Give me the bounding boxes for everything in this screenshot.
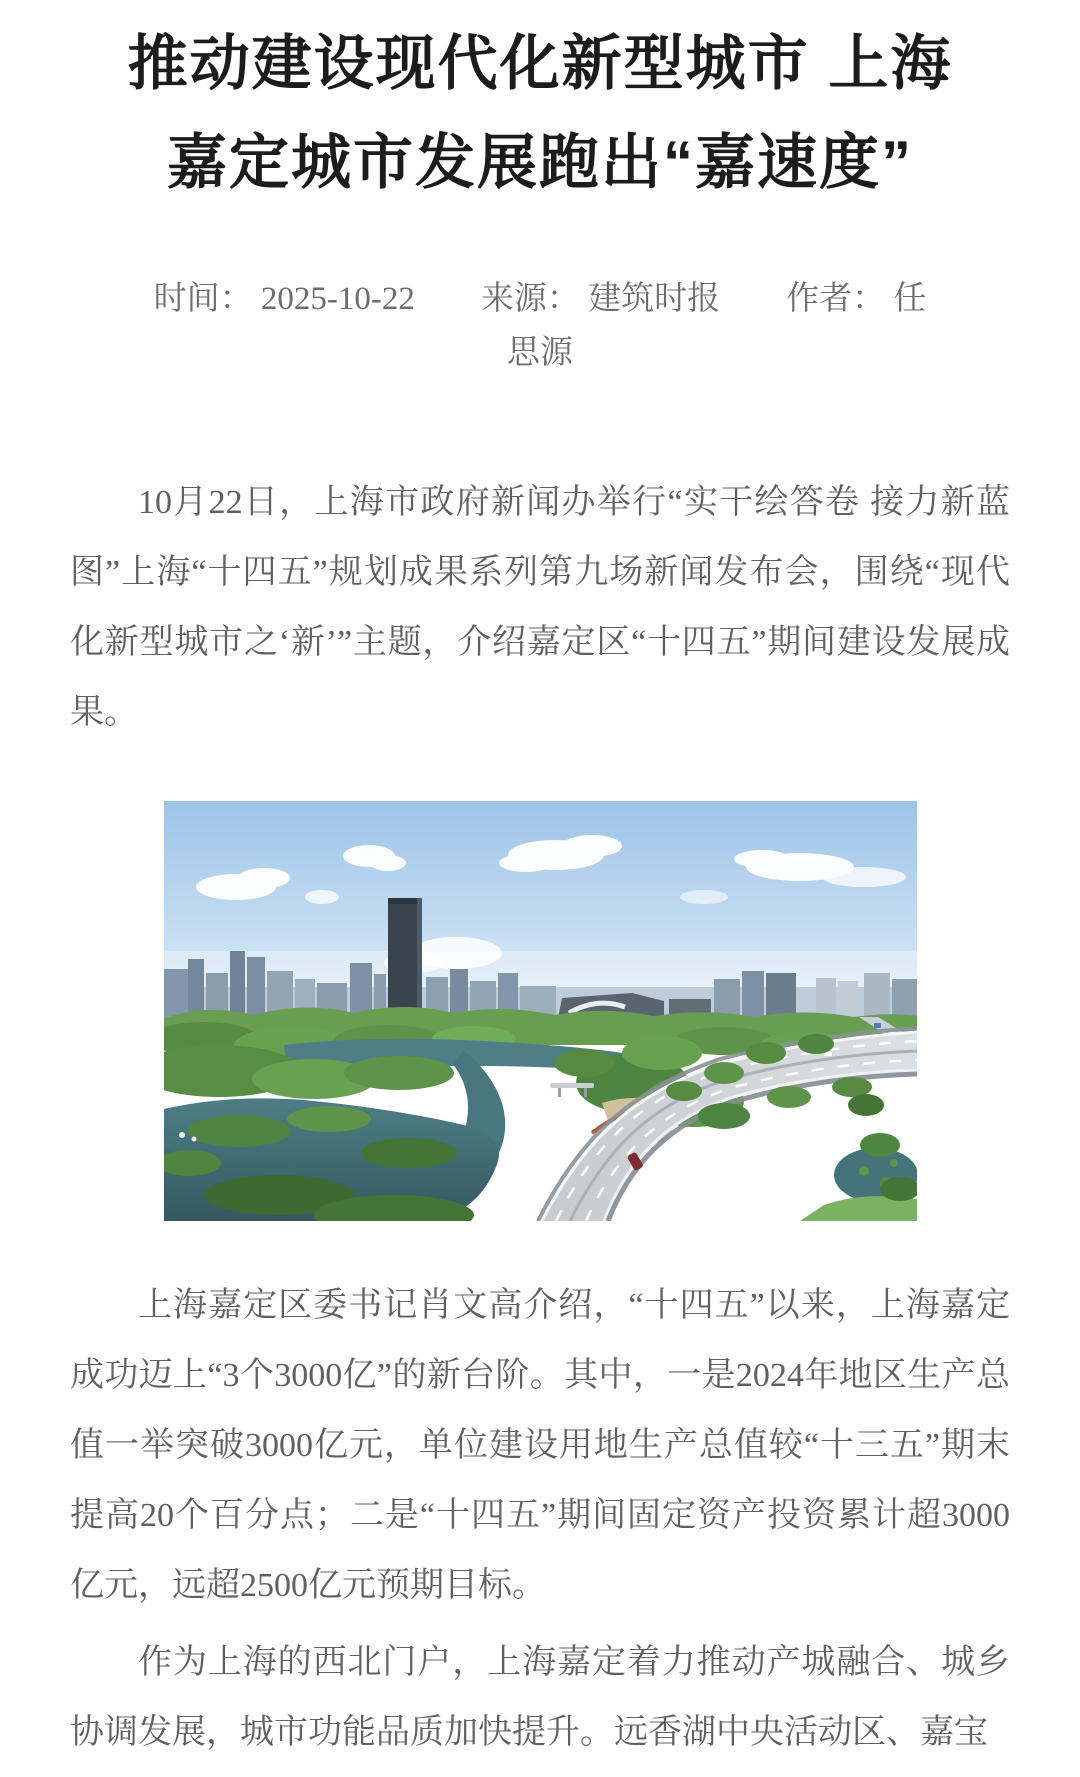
page-title-line-1: 推动建设现代化新型城市 上海 bbox=[127, 30, 953, 97]
article-body bbox=[70, 468, 1010, 1768]
article-photo bbox=[164, 801, 917, 1221]
photo-tall-tower bbox=[388, 898, 422, 1019]
page-title bbox=[70, 14, 1010, 212]
paragraph-2: 上海嘉定区委书记肖文高介绍，“十四五”以来，上海嘉定成功迈上“3个3000亿”的新台阶。其中，一是2024年地区生产总值一举突破3000亿元，单位建设用地生产总值较“十三五”期末提高20个百分点；二是“十四五”期间固定资产投资累计超3000亿元，远超2500亿元预期目标。 bbox=[70, 1287, 1010, 1604]
photo-right-park bbox=[800, 1094, 917, 1221]
photo-boat bbox=[179, 1132, 185, 1138]
paragraph-3: 作为上海的西北门户，上海嘉定着力推动产城融合、城乡协调发展，城市功能品质加快提升。远香湖中央活动区、嘉宝 bbox=[70, 1644, 1010, 1751]
paragraph-1: 10月22日，上海市政府新闻办举行“实干绘答卷 接力新蓝图”上海“十四五”规划成果系列第九场新闻发布会，围绕“现代化新型城市之‘新’”主题，介绍嘉定区“十四五”期间建设发展成果。 bbox=[70, 484, 1010, 731]
meta-line-1: 时间： 2025-10-22 来源： 建筑时报 作者： 任 bbox=[153, 281, 927, 317]
article-page bbox=[0, 14, 1080, 1768]
meta-line-2: 思源 bbox=[507, 335, 573, 371]
article-meta bbox=[70, 272, 1010, 380]
photo-boat bbox=[191, 1137, 196, 1142]
page-title-line-2: 嘉定城市发展跑出“嘉速度” bbox=[167, 129, 913, 196]
